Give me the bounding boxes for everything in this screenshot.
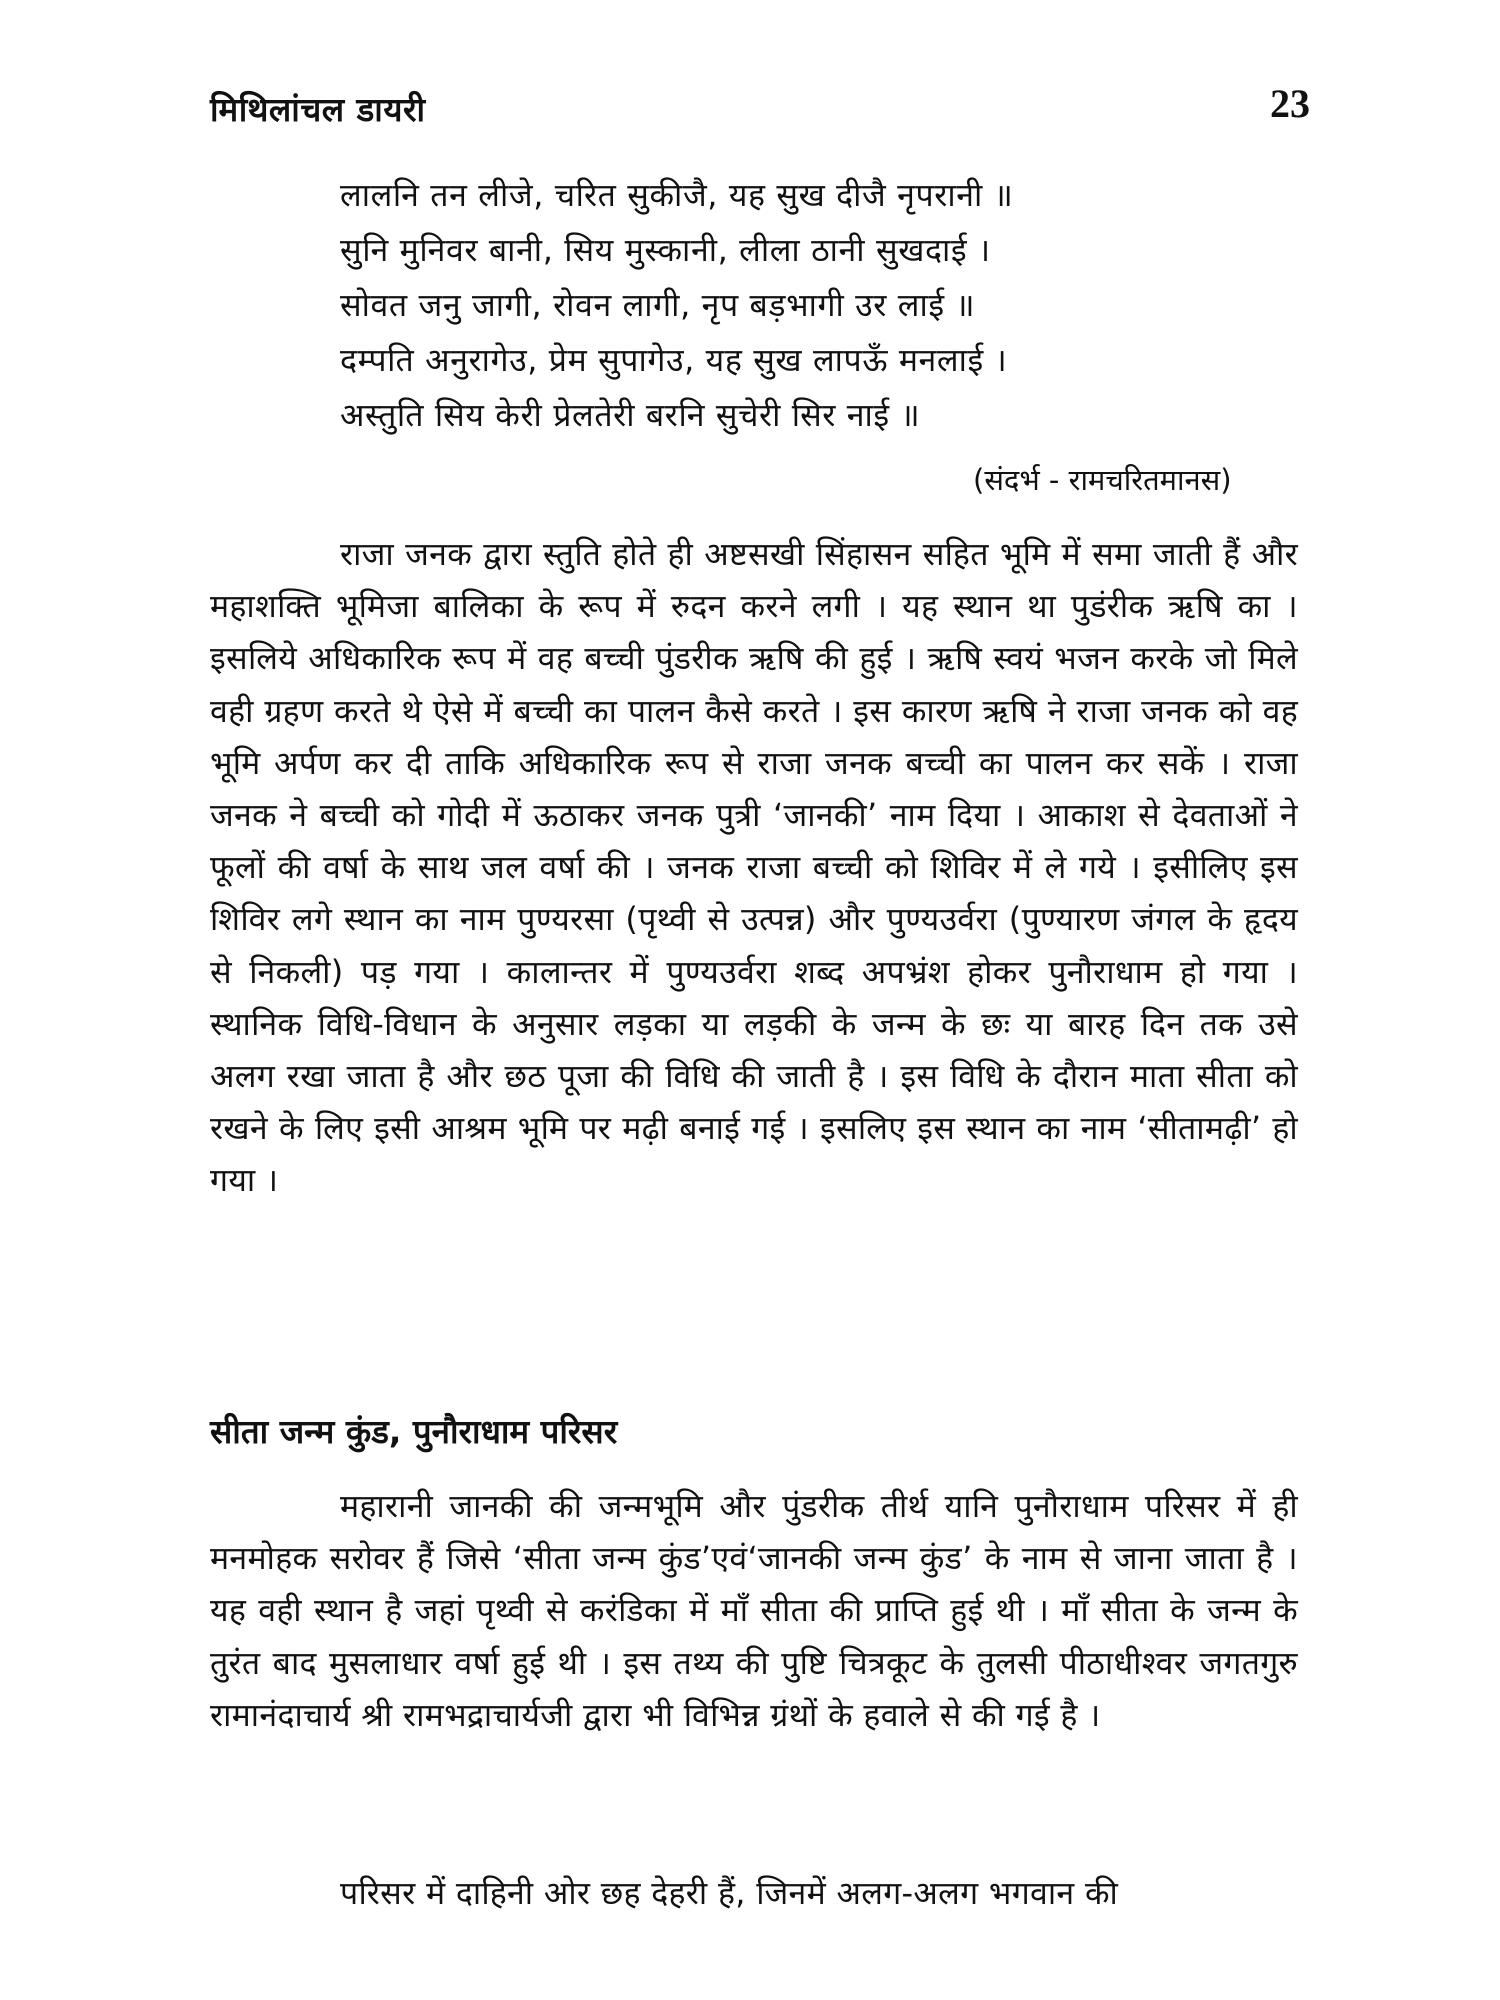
verse-block — [340, 168, 1340, 443]
verse-citation: (संदर्भ - रामचरितमानस) — [973, 463, 1232, 497]
verse-line: अस्तुति सिय केरी प्रेलतेरी बरनि सुचेरी सिर नाई ॥ — [340, 396, 921, 434]
verse-line: दम्पति अनुरागेउ, प्रेम सुपागेउ, यह सुख लापऊँ मनलाई । — [340, 341, 1008, 379]
verse-line: लालनि तन लीजे, चरित सुकीजै, यह सुख दीजै नृपरानी ॥ — [340, 176, 1014, 214]
body-paragraph: महारानी जानकी की जन्मभूमि और पुंडरीक तीर्थ यानि पुनौराधाम परिसर में ही मनमोहक सरोवर हैं जिसे ‘सीता जन्म कुंड’एवं‘जानकी जन्म कुंड’ के नाम से जाना जाता है । यह वही स्थान है जहां पृथ्वी से करंडिका में माँ सीता की प्राप्ति हुई थी । माँ सीता के जन्म के तुरंत बाद मुसलाधार वर्षा हुई थी । इस तथ्य की पुष्टि चित्रकूट के तुलसी पीठाधीश्वर जगतगुरु रामानंदाचार्य श्री रामभद्राचार्यजी द्वारा भी विभिन्न ग्रंथों के हवाले से की गई है । — [210, 1487, 1298, 1734]
section-heading: सीता जन्म कुंड, पुनौराधाम परिसर — [210, 1412, 618, 1451]
page-number: 23 — [1270, 81, 1310, 126]
verse-line: सोवत जनु जागी, रोवन लागी, नृप बड़भागी उर लाई ॥ — [340, 286, 976, 324]
running-header-title: मिथिलांचल डायरी — [210, 90, 426, 129]
body-paragraph: परिसर में दाहिनी ओर छह देहरी हैं, जिनमें अलग-अलग भगवान की — [340, 1874, 1119, 1912]
verse-line: सुनि मुनिवर बानी, सिय मुस्कानी, लीला ठानी सुखदाई । — [340, 231, 991, 269]
body-paragraph: राजा जनक द्वारा स्तुति होते ही अष्टसखी सिंहासन सहित भूमि में समा जाती हैं और महाशक्ति भूमिजा बालिका के रूप में रुदन करने लगी । यह स्थान था पुडंरीक ऋषि का । इसलिये अधिकारिक रूप में वह बच्ची पुंडरीक ऋषि की हुई । ऋषि स्वयं भजन करके जो मिले वही ग्रहण करते थे ऐसे में बच्ची का पालन कैसे करते । इस कारण ऋषि ने राजा जनक को वह भूमि अर्पण कर दी ताकि अधिकारिक रूप से राजा जनक बच्ची का पालन कर सकें । राजा जनक ने बच्ची को गोदी में ऊठाकर जनक पुत्री ‘जानकी’ नाम दिया । आकाश से देवताओं ने फूलों की वर्षा के साथ जल वर्षा की । जनक राजा बच्ची को शिविर में ले गये । इसीलिए इस शिविर लगे स्थान का नाम पुण्यरसा (पृथ्वी से उत्पन्न) और पुण्यउर्वरा (पुण्यारण जंगल के हृदय से निकली) पड़ गया । कालान्तर में पुण्यउर्वरा शब्द अपभ्रंश होकर पुनौराधाम हो गया । स्थानिक विधि-विधान के अनुसार लड़का या लड़की के जन्म के छः या बारह दिन तक उसे अलग रखा जाता है और छठ पूजा की विधि की जाती है । इस विधि के दौरान माता सीता को रखने के लिए इसी आश्रम भूमि पर मढ़ी बनाई गई । इसलिए इस स्थान का नाम ‘सीतामढ़ी’ हो गया । — [210, 535, 1298, 1200]
